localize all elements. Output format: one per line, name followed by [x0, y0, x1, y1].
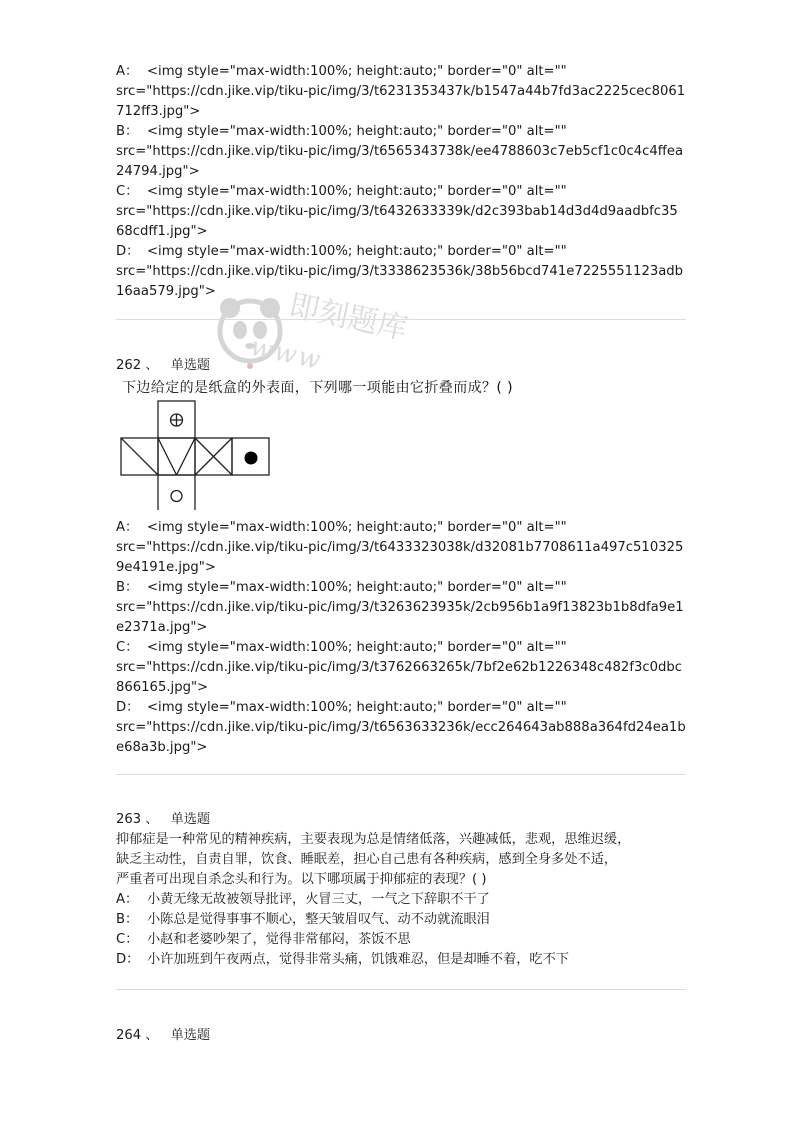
- question-stem-line: 缺乏主动性，自责自罪，饮食、睡眠差，担心自己患有各种疾病，感到全身多处不适，: [116, 852, 618, 867]
- question-header: [116, 356, 686, 376]
- option-label: D：: [116, 244, 140, 259]
- option-text: <img style="max-width:100%; height:auto;" border="0" alt="": [147, 700, 567, 715]
- option-a: [116, 518, 686, 578]
- option-text: src="https://cdn.jike.vip/tiku-pic/img/3/t6432633339k/d2c393bab14d3d4d9aadbfc35: [116, 204, 678, 219]
- option-text: 866165.jpg">: [116, 680, 209, 695]
- question-type: 单选题: [170, 1028, 211, 1043]
- option-label: A：: [116, 520, 139, 535]
- question-262: [116, 356, 686, 396]
- box-net-figure: [120, 400, 280, 510]
- option-a: [116, 62, 686, 122]
- option-text: src="https://cdn.jike.vip/tiku-pic/img/3/t3762663265k/7bf2e62b1226348c482f3c0dbc: [116, 660, 682, 675]
- question-264: [116, 1026, 686, 1046]
- question-stem-line: 抑郁症是一种常见的精神疾病，主要表现为总是情绪低落，兴趣减低，悲观，思维迟缓，: [116, 832, 631, 847]
- option-label: B：: [116, 912, 139, 927]
- option-label: A：: [116, 64, 139, 79]
- option-text: src="https://cdn.jike.vip/tiku-pic/img/3/t3338623536k/38b56bcd741e7225551123adb: [116, 264, 684, 279]
- option-text: 小陈总是觉得事事不顺心，整天皱眉叹气、动不动就流眼泪: [147, 912, 490, 927]
- divider: [116, 319, 686, 320]
- option-text: 68cdff1.jpg">: [116, 224, 208, 239]
- option-text: src="https://cdn.jike.vip/tiku-pic/img/3/t6565343738k/ee4788603c7eb5cf1c0c4c4ffea: [116, 144, 684, 159]
- option-text: <img style="max-width:100%; height:auto;" border="0" alt="": [147, 184, 567, 199]
- option-text: 小黄无缘无故被领导批评，火冒三丈，一气之下辞职不干了: [147, 892, 490, 907]
- option-b: [116, 578, 686, 638]
- question-number: 262 、: [116, 358, 159, 373]
- question-262-options: [116, 518, 686, 758]
- option-label: B：: [116, 580, 139, 595]
- option-text: 24794.jpg">: [116, 164, 200, 179]
- question-number: 264 、: [116, 1028, 159, 1043]
- option-b: [116, 910, 686, 930]
- option-b: [116, 122, 686, 182]
- option-d: [116, 242, 686, 302]
- question-263: [116, 810, 686, 970]
- option-d: [116, 950, 686, 970]
- question-stem-line: 严重者可出现自杀念头和行为。以下哪项属于抑郁症的表现？( ): [116, 872, 487, 887]
- option-text: src="https://cdn.jike.vip/tiku-pic/img/3/t6433323038k/d32081b7708611a497c510325: [116, 540, 684, 555]
- option-text: 小许加班到午夜两点，觉得非常头痛，饥饿难忍，但是却睡不着，吃不下: [147, 952, 569, 967]
- option-a: [116, 890, 686, 910]
- question-number: 263 、: [116, 812, 159, 827]
- option-label: C：: [116, 184, 139, 199]
- option-text: <img style="max-width:100%; height:auto;" border="0" alt="": [147, 520, 567, 535]
- watermark-www: www: [247, 331, 326, 377]
- option-text: 小赵和老婆吵架了，觉得非常郁闷，茶饭不思: [147, 932, 411, 947]
- option-text: <img style="max-width:100%; height:auto;" border="0" alt="": [147, 124, 567, 139]
- option-d: [116, 698, 686, 758]
- option-text: e68a3b.jpg">: [116, 740, 208, 755]
- option-text: <img style="max-width:100%; height:auto;" border="0" alt="": [147, 244, 567, 259]
- option-text: src="https://cdn.jike.vip/tiku-pic/img/3/t6231353437k/b1547a44b7fd3ac2225cec8061: [116, 84, 686, 99]
- question-header: [116, 1026, 686, 1046]
- option-c: [116, 930, 686, 950]
- question-header: [116, 810, 686, 830]
- option-text: src="https://cdn.jike.vip/tiku-pic/img/3/t3263623935k/2cb956b1a9f13823b1b8dfa9e1: [116, 600, 684, 615]
- option-text: 9e4191e.jpg">: [116, 560, 216, 575]
- prev-question-options: [116, 62, 686, 302]
- option-label: C：: [116, 932, 139, 947]
- question-type: 单选题: [170, 812, 211, 827]
- option-label: D：: [116, 952, 140, 967]
- option-text: src="https://cdn.jike.vip/tiku-pic/img/3/t6563633236k/ecc264643ab888a364fd24ea1b: [116, 720, 686, 735]
- option-c: [116, 182, 686, 242]
- question-image-text: 下边给定的是纸盒的外表面，下列哪一项能由它折叠而成？( ): [122, 380, 513, 396]
- option-label: B：: [116, 124, 139, 139]
- option-label: D：: [116, 700, 140, 715]
- option-text: e2371a.jpg">: [116, 620, 208, 635]
- option-text: 16aa579.jpg">: [116, 284, 216, 299]
- option-text: <img style="max-width:100%; height:auto;" border="0" alt="": [147, 580, 567, 595]
- option-label: C：: [116, 640, 139, 655]
- option-label: A：: [116, 892, 139, 907]
- option-text: 712ff3.jpg">: [116, 104, 201, 119]
- option-c: [116, 638, 686, 698]
- divider: [116, 774, 686, 775]
- watermark-text: 即刻题库: [285, 287, 411, 348]
- option-text: <img style="max-width:100%; height:auto;" border="0" alt="": [147, 640, 567, 655]
- question-type: 单选题: [170, 358, 211, 373]
- divider: [116, 989, 686, 990]
- option-text: <img style="max-width:100%; height:auto;" border="0" alt="": [147, 64, 567, 79]
